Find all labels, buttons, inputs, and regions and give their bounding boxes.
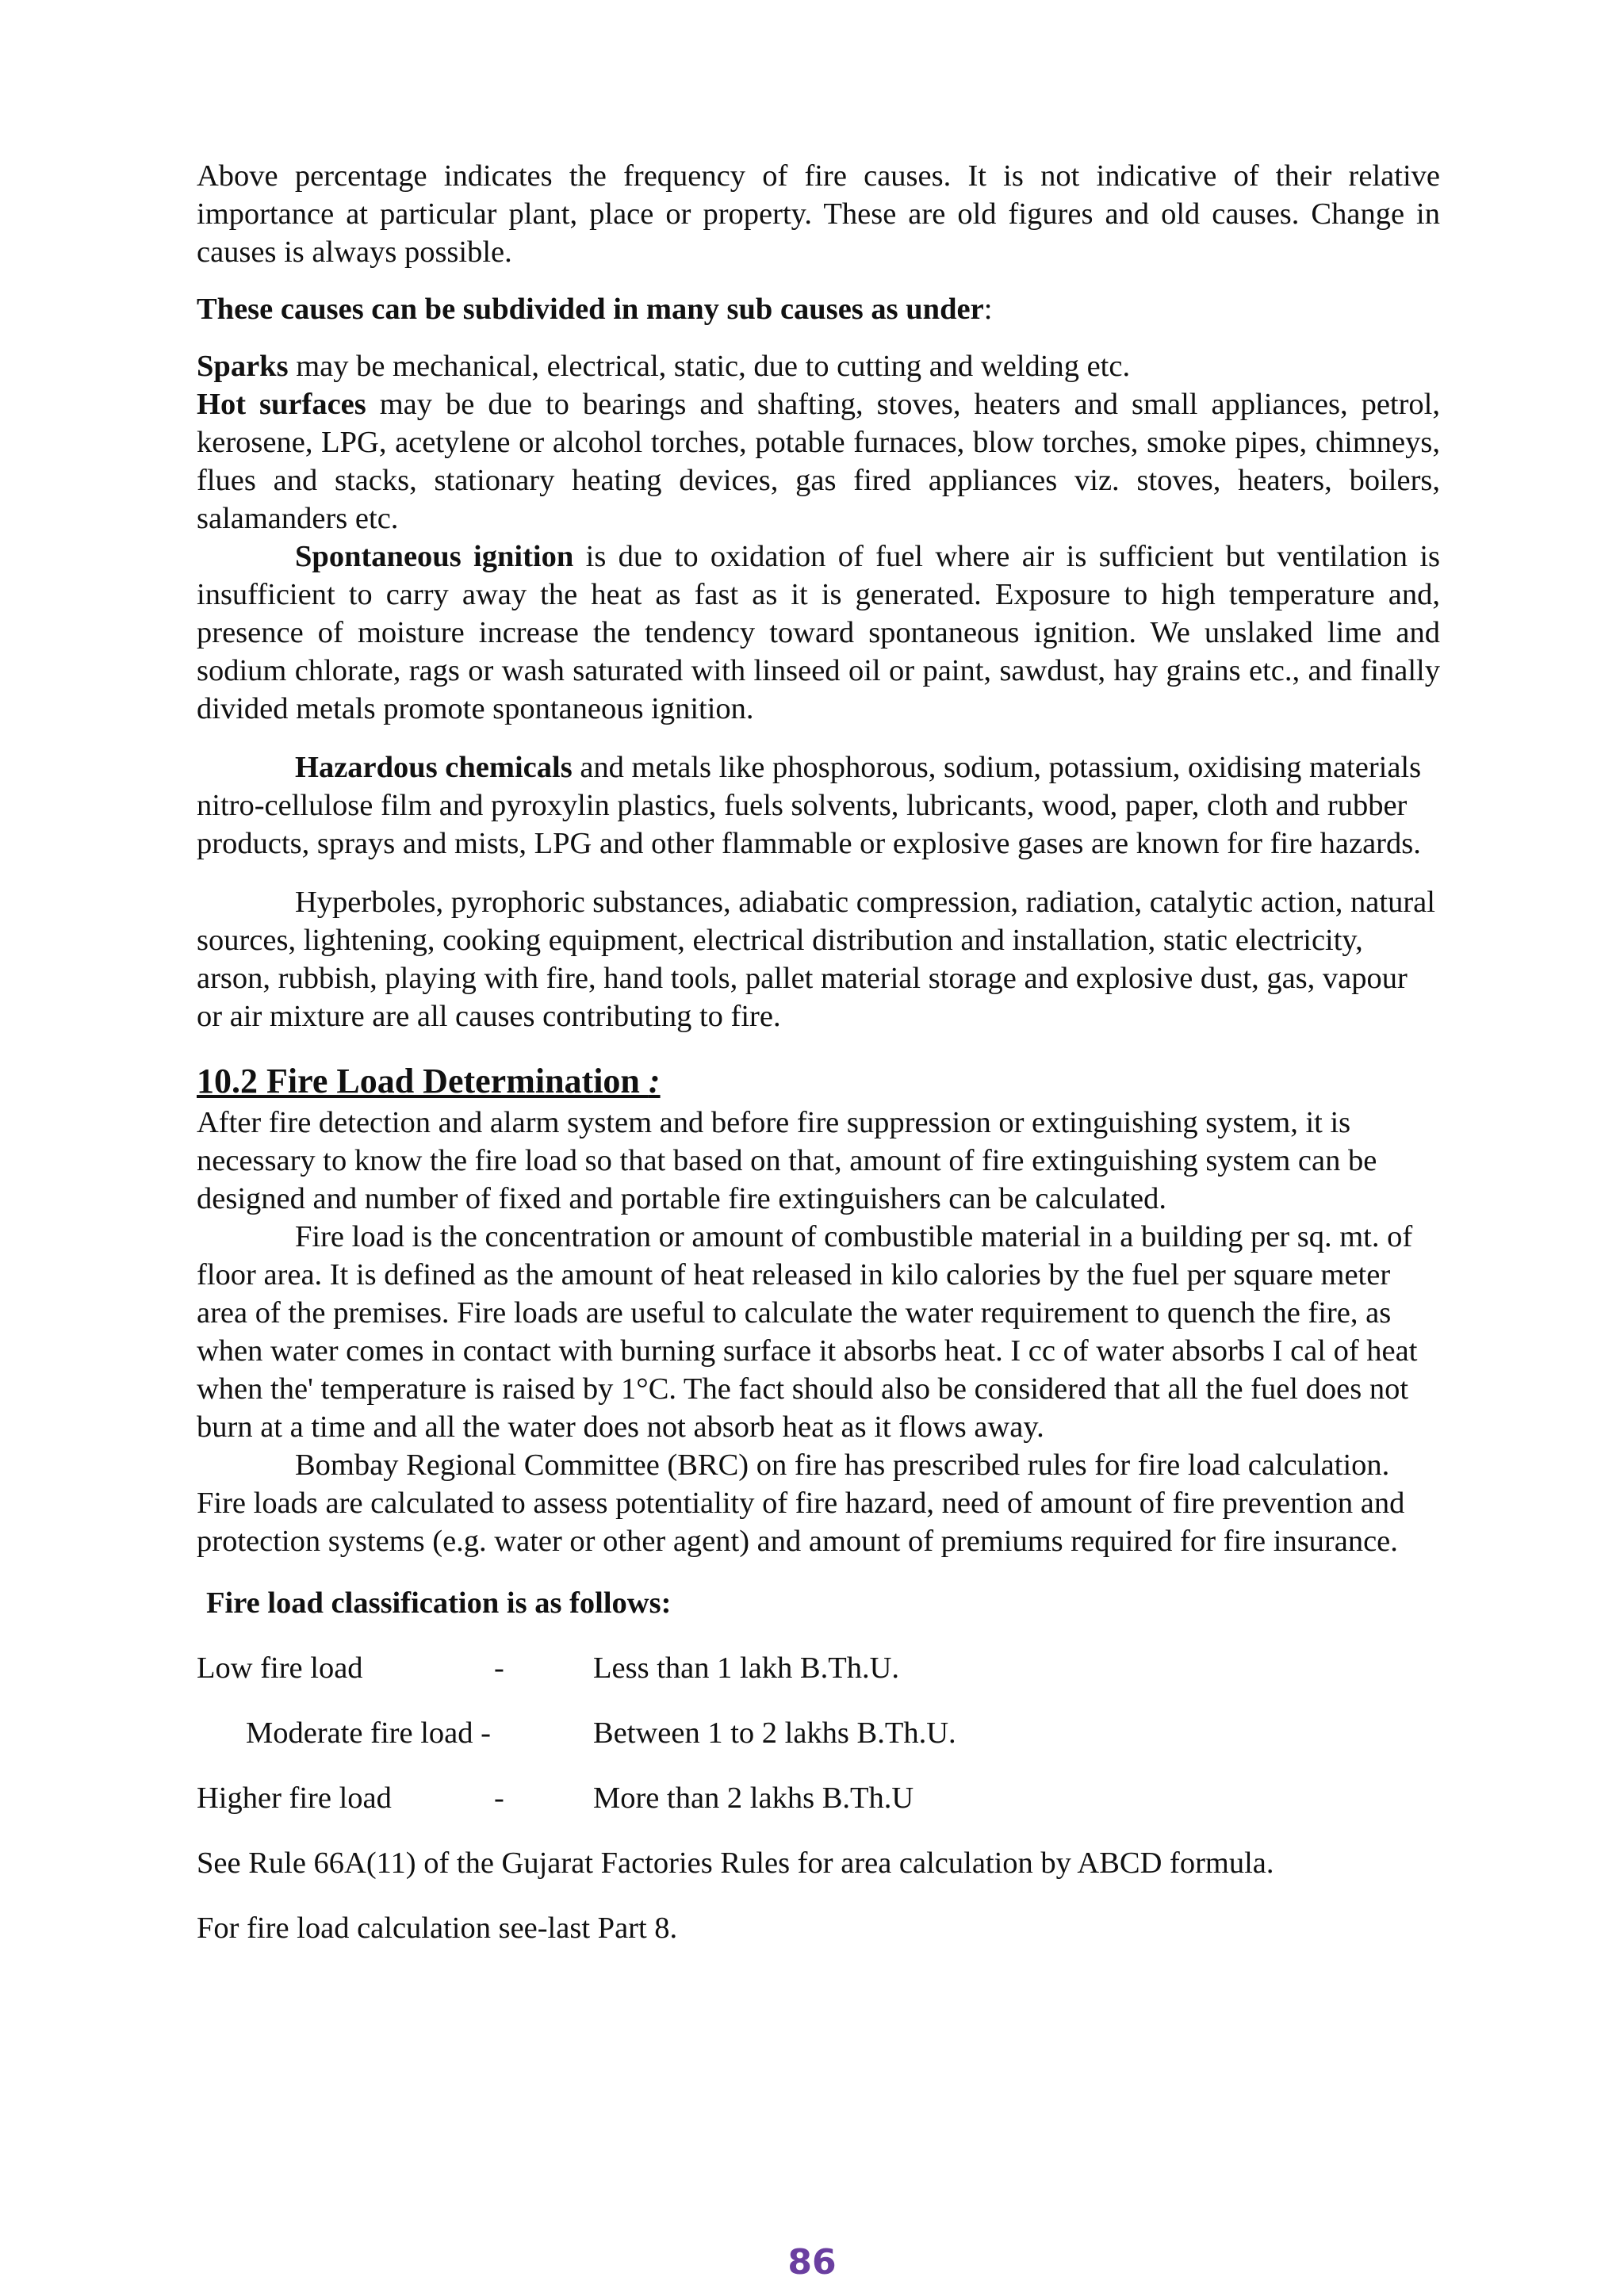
page-number: 86 [787, 2242, 837, 2283]
section-colon: : [648, 1062, 661, 1100]
page-content [197, 157, 1440, 1947]
classification-row-moderate [197, 1714, 1440, 1752]
classification-label: Low fire load [197, 1651, 363, 1685]
subdivided-bold: These causes can be subdivided in many sub causes as under [197, 293, 984, 326]
brc-paragraph: Bombay Regional Committee (BRC) on fire has prescribed rules for fire load calculation. Fire loads are calculated to assess potentiality of fire hazard, need of amount of fire prevention and protection systems (e.g. water or other agent) and amount of premiums required for fire insurance. [197, 1448, 1405, 1558]
fire-load-definition-paragraph: Fire load is the concentration or amount of combustible material in a building per sq. mt. of floor area. It is defined as the amount of heat released in kilo calories by the fuel per square meter area of the premises. Fire loads are useful to calculate the water requirement to quench the fire, as when water comes in contact with burning surface it absorbs heat. I cc of water absorbs I cal of heat when the' temperature is raised by 1°C. The fact should also be considered that all the fuel does not burn at a time and all the water does not absorb heat as it flows away. [197, 1220, 1418, 1444]
classification-row-higher [197, 1779, 1440, 1817]
classification-value: Less than 1 lakh B.Th.U. [593, 1651, 900, 1685]
hazardous-paragraph [197, 748, 1440, 863]
hot-surfaces-text: may be due to bearings and shafting, stoves, heaters and small appliances, petrol, kerosene, LPG, acetylene or alcohol torches, potable furnaces, blow torches, smoke pipes, chimneys, flues and stacks, stationary heating devices, gas fired appliances viz. stoves, heaters, boilers, salamanders etc. [197, 388, 1440, 535]
subdivided-tail: : [983, 293, 993, 326]
hyperboles-paragraph: Hyperboles, pyrophoric substances, adiabatic compression, radiation, catalytic action, natural sources, lightening, cooking equipment, electrical distribution and installation, static electricity, arson, rubbish, playing with fire, hand tools, pallet material storage and explosive dust, gas, vapour or air mixture are all causes contributing to fire. [197, 886, 1435, 1033]
classification-value: Between 1 to 2 lakhs B.Th.U. [593, 1716, 956, 1750]
spontaneous-text: is due to oxidation of fuel where air is sufficient but ventilation is insufficient to carry away the heat as fast as it is generated. Exposure to high temperature and, presence of moisture increase the tendency toward spontaneous ignition. We unslaked lime and sodium chlorate, rags or wash saturated with linseed oil or paint, sawdust, hay grains etc., and finally divided metals promote spontaneous ignition. [197, 540, 1440, 725]
sparks-paragraph [197, 347, 1440, 385]
subdivided-heading [197, 290, 1440, 328]
classification-value: More than 2 lakhs B.Th.U [593, 1781, 914, 1815]
classification-dash: - [494, 1781, 504, 1815]
intro-paragraph: Above percentage indicates the frequency of fire causes. It is not indicative of their relative importance at particular plant, place or property. These are old figures and old causes. Change in causes is always possible. [197, 159, 1440, 269]
last-note: For fire load calculation see-last Part 8. [197, 1911, 678, 1945]
section-title: 10.2 Fire Load Determination [197, 1062, 649, 1100]
sparks-text: may be mechanical, electrical, static, due to cutting and welding etc. [288, 350, 1131, 383]
rule-note: See Rule 66A(11) of the Gujarat Factories Rules for area calculation by ABCD formula. [197, 1846, 1274, 1880]
hot-surfaces-term: Hot surfaces [197, 388, 366, 421]
fire-load-intro-paragraph: After fire detection and alarm system and before fire suppression or extinguishing system, it is necessary to know the fire load so that based on that, amount of fire extinguishing system can be designed and number of fixed and portable fire extinguishers can be calculated. [197, 1106, 1377, 1215]
spontaneous-term: Spontaneous ignition [295, 540, 574, 573]
section-heading [197, 1059, 1440, 1104]
classification-title: Fire load classification is as follows: [206, 1586, 672, 1620]
spontaneous-paragraph [197, 538, 1440, 728]
classification-label: Moderate fire load - [246, 1716, 491, 1750]
classification-dash: - [494, 1651, 504, 1685]
classification-row-low [197, 1649, 1440, 1687]
hazardous-term: Hazardous chemicals [295, 751, 573, 784]
hot-surfaces-paragraph [197, 385, 1440, 538]
hazardous-text: and metals like phosphorous, sodium, potassium, oxidising materials nitro-cellulose film and pyroxylin plastics, fuels solvents, lubricants, wood, paper, cloth and rubber products, sprays and mists, LPG and other flammable or explosive gases are known for fire hazards. [197, 751, 1422, 860]
classification-label: Higher fire load [197, 1781, 392, 1815]
sparks-term: Sparks [197, 350, 289, 383]
